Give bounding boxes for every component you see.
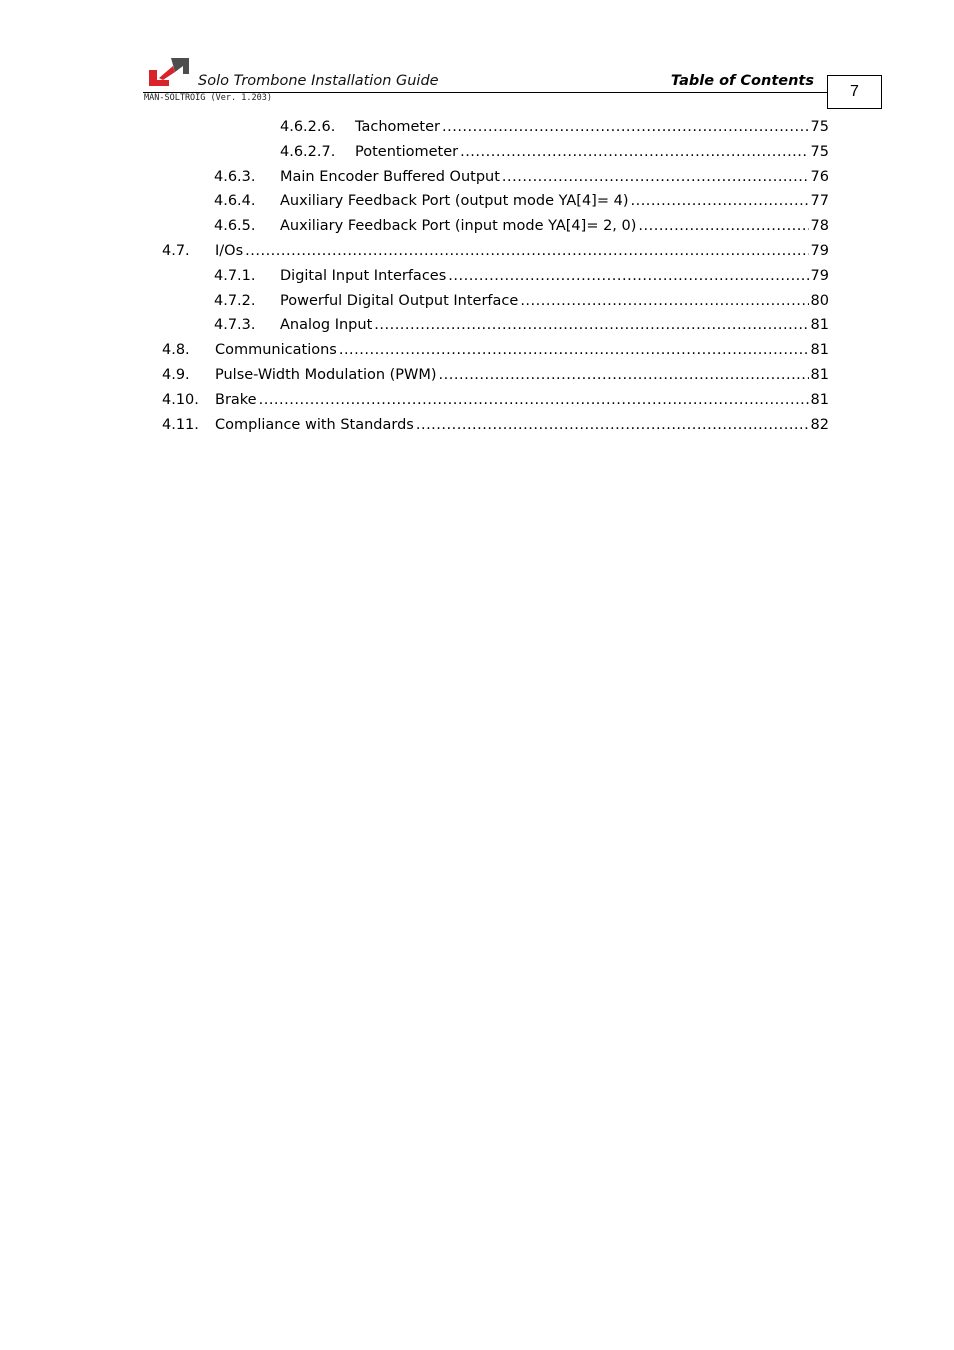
- toc-dot-leader: [339, 342, 809, 358]
- toc-entry-number: 4.9.: [162, 367, 190, 383]
- toc-entry-number: 4.7.: [162, 243, 190, 259]
- toc-entry-number: 4.8.: [162, 342, 190, 359]
- toc-entry-title[interactable]: Brake: [215, 391, 257, 408]
- toc-entry-number: 4.6.5.: [214, 218, 256, 235]
- toc-entry-number: 4.7.3.: [214, 317, 256, 334]
- toc-entry-page[interactable]: 75: [810, 119, 829, 135]
- toc-entry-page[interactable]: 78: [810, 218, 829, 235]
- toc-dot-leader: [520, 293, 808, 309]
- toc-entry-page[interactable]: 75: [810, 143, 829, 160]
- toc-entry-page[interactable]: 81: [810, 391, 829, 408]
- toc-entry-title[interactable]: Potentiometer: [355, 143, 459, 160]
- toc-entry-page[interactable]: 81: [810, 367, 829, 383]
- toc-entry[interactable]: [162, 417, 829, 441]
- toc-entry-title[interactable]: Digital Input Interfaces: [280, 267, 447, 284]
- toc-entry-page[interactable]: 76: [810, 168, 829, 185]
- toc-entry-number: 4.6.4.: [214, 193, 256, 210]
- document-title: Solo Trombone Installation Guide: [198, 73, 439, 89]
- toc-entry[interactable]: [214, 169, 829, 193]
- toc-dot-leader: [442, 119, 809, 135]
- toc-entry-title[interactable]: Pulse-Width Modulation (PWM): [215, 367, 437, 383]
- toc-entry-number: 4.11.: [162, 416, 199, 433]
- toc-entry-title[interactable]: Analog Input: [280, 317, 373, 334]
- toc-dot-leader: [245, 243, 808, 259]
- toc-dot-leader: [448, 268, 808, 284]
- toc-entry-number: 4.10.: [162, 391, 199, 408]
- toc-dot-leader: [439, 367, 809, 383]
- toc-entry-title[interactable]: Communications: [215, 342, 337, 359]
- toc-entry[interactable]: [214, 218, 829, 242]
- toc-entry[interactable]: [280, 119, 829, 143]
- toc-dot-leader: [630, 193, 808, 209]
- toc-entry-page[interactable]: 77: [810, 193, 829, 210]
- toc-entry[interactable]: [214, 268, 829, 292]
- toc-entry-title[interactable]: Compliance with Standards: [215, 416, 414, 433]
- toc-entry-page[interactable]: 81: [810, 342, 829, 359]
- toc-dot-leader: [416, 417, 809, 433]
- toc-dot-leader: [502, 169, 809, 185]
- section-title: Table of Contents: [670, 73, 814, 89]
- toc-entry-title[interactable]: Main Encoder Buffered Output: [280, 168, 500, 185]
- toc-dot-leader: [638, 218, 808, 234]
- toc-entry-number: 4.6.3.: [214, 168, 256, 185]
- company-logo-icon: [149, 58, 189, 86]
- toc-entry-number: 4.7.1.: [214, 267, 256, 284]
- toc-entry-title[interactable]: Powerful Digital Output Interface: [280, 292, 519, 309]
- toc-entry-title[interactable]: Auxiliary Feedback Port (input mode YA[4]= 2, 0): [280, 218, 637, 235]
- toc-entry-number: 4.7.2.: [214, 292, 256, 309]
- toc-dot-leader: [374, 317, 808, 333]
- toc-entry[interactable]: [214, 293, 829, 317]
- toc-entry[interactable]: [162, 342, 829, 366]
- toc-entry[interactable]: [162, 392, 829, 416]
- toc-entry-page[interactable]: 80: [810, 292, 829, 309]
- toc-dot-leader: [460, 144, 808, 160]
- toc-entry-page[interactable]: 79: [810, 267, 829, 284]
- toc-entry[interactable]: [214, 317, 829, 341]
- toc-entry[interactable]: [214, 193, 829, 217]
- toc-entry-page[interactable]: 82: [810, 416, 829, 433]
- document-version: MAN-SOLTROIG (Ver. 1.203): [144, 93, 272, 103]
- toc-entry-title[interactable]: Tachometer: [355, 119, 440, 135]
- toc-entry[interactable]: [162, 243, 829, 267]
- toc-entry-page[interactable]: 81: [810, 317, 829, 334]
- toc-entry-page[interactable]: 79: [810, 243, 829, 259]
- toc-dot-leader: [259, 392, 809, 408]
- toc-entry[interactable]: [162, 367, 829, 391]
- toc-entry[interactable]: [280, 144, 829, 168]
- toc-entry-title[interactable]: I/Os: [215, 243, 244, 259]
- toc-entry-title[interactable]: Auxiliary Feedback Port (output mode YA[4]= 4): [280, 193, 629, 210]
- toc-entry-number: 4.6.2.7.: [280, 143, 336, 160]
- toc-entry-number: 4.6.2.6.: [280, 119, 336, 135]
- page-number: 7: [827, 75, 882, 109]
- page-header: [0, 0, 954, 120]
